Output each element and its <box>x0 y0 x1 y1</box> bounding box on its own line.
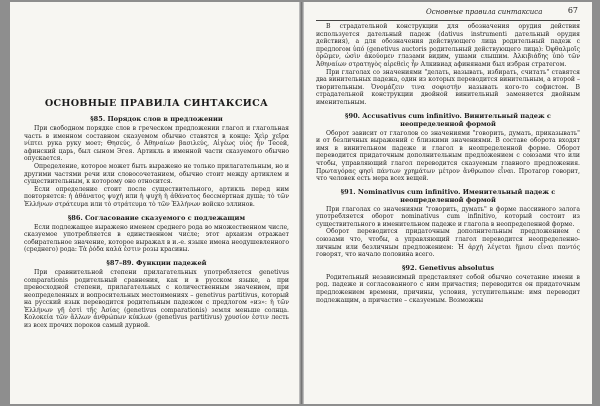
section-heading: §90. Accusativus cum infinitivo. Винительный падеж с неопределенной формой <box>345 111 551 128</box>
left-page <box>10 2 299 404</box>
paragraph: Оборот зависит от глаголов со значениями "говорить, думать, приказывать" и от безличных выражений с близкими значениями. В составе оборота входят имя в винительном падеже и глагол в неопределенной форме. Оборот переводится придаточным дополнительным предложением с союзами что или чтобы, управляющий глагол переводится сказуемым главного предложения. Πρωταγόρας φησὶ πάντων χρημάτων μέτρον ἄνθρωπον εἶναι. Протагор говорит, что человек есть мера всех вещей. <box>316 129 580 183</box>
section-nom-cum-inf <box>316 188 580 259</box>
section-heading: §92. Genetivus absolutus <box>401 263 495 272</box>
right-page <box>304 2 592 404</box>
section-word-order <box>24 115 289 209</box>
section-heading: §87–89. Функции падежей <box>106 258 207 267</box>
paragraph: Если определение стоит после существительного, артикль перед ним повторяется: ἡ ἀθάνατος ψυχή или ἡ ψυχὴ ἡ ἀθάνατος бессмертная душа; τὸ τῶν Ἑλλήνων στράτευμα или τὸ στράτευμα τὸ τῶν Ἑλλήνων войско эллинов. <box>24 185 289 208</box>
section-acc-cum-inf <box>316 112 580 183</box>
section-gen-abs <box>316 264 580 304</box>
paragraph: В страдательной конструкции для обозначения орудия действия используется дательный падеж (dativus instrumenti дательный орудия действия), а для обозначения действующего лица родительный падеж с предлогом ὑπό (genetivus auctoris родительный действующего лица): Ὀφθαλμοῖς ὁρῶμεν, ὠσὶν ἀκούομεν глазами видим, ушами слышим. Ἀλκιβιάδης ὑπὸ τῶν Ἀθηναίων στρατηγὸς αἱρεθεὶς ἦν Алкивиад афинянами был избран стратегом. <box>316 23 580 68</box>
page-number: 67 <box>567 6 578 15</box>
running-head <box>316 6 580 21</box>
chapter-title: ОСНОВНЫЕ ПРАВИЛА СИНТАКСИСА <box>44 98 269 109</box>
section-heading: §85. Порядок слов в предложении <box>90 115 223 123</box>
continued-text <box>316 23 580 107</box>
paragraph: Если подлежащее выражено именем среднего рода во множественном числе, сказуемое употребляется в единственном числе; этот архаизм отражает собирательное значение, которое выражал в и.-е. языке имена неодушевленного (среднего) рода: Τὰ ῥόδα καλά ἐστιν розы красивы. <box>24 223 289 254</box>
paragraph: При глаголах со значениями "делать, называть, избирать, считать" ставятся два винительных падежа, один из которых переводится винительным, а второй – творительным. Ὀνομάζειν τινα σοφιστήν называть кого-то софистом. В страдательной конструкции двойной винительный заменяется двойным именительным. <box>316 68 580 106</box>
section-heading: §86. Согласование сказуемого с подлежащим <box>67 213 246 222</box>
section-case-functions <box>24 259 289 330</box>
paragraph: При сравнительной степени прилагательных употребляется genetivus comparationis родительный сравнения, как и в русском языке, а при превосходной степени, прилагательных с количественным значением, при неопределенных и вопросительных местоимениях – genetivus partitivus, который на русский язык переводится родительным падежом с предлогом «из»: ἡ τῶν Ἑλλήνων γῆ ἐστὶ τῆς Ἀσίας (genetivus comparationis) земля меньше солнца. Κολοκεία τῶν ἄλλων ἀνθρώπων κύκλων (genetivus partitivus) χρυσίον ἐστιν лесть из всех прочих пороков самый дурной. <box>24 268 289 330</box>
paragraph: При свободном порядке слов в греческом предложении глагол и глагольная часть в именном составном сказуемом обычно ставятся в конце: Χεὶρ χεῖρα νίπτει рука руку моет; Θησεύς, ὁ Ἀθηναίων βασιλεύς, Αἰγέως υἱὸς ἦν Тесей, афинский царь, был сыном Эгея. Артикль в именной части сказуемого обычно опускается. <box>24 125 289 163</box>
paragraph: Родительный независимый представляет собой обычно сочетание имени в род. падеже и согласованного с ним причастия; переводится он придаточным предложением времени, причины, условия, уступительным: имя переводит подлежащим, а причастие – сказуемым. Возможны <box>316 273 580 304</box>
paragraph: Оборот переводится придаточным дополнительным предложением с союзами что, чтобы, а управляющий глагол переводится неопределенно-личным или безличным предложением: Ἡ ἀρχὴ λέγεται ἥμισυ εἶναι παντός говорят, что начало половина всего. <box>316 228 580 259</box>
section-agreement <box>24 214 289 254</box>
running-head-title: Основные правила синтаксиса <box>426 8 543 16</box>
paragraph: При глаголах со значениями "говорить, думать" в форме пассивного залога употребляется оборот nominativus cum infinitivo, который состоит из существительного в именительном падеже и глагола в неопределенной форме. <box>316 205 580 228</box>
paragraph: Определение, которое может быть выражено не только прилагательным, но и другими частями речи или словосочетанием, обычно стоит между артиклем и существительным, к которому оно относится. <box>24 162 289 186</box>
section-heading: §91. Nominativus cum infinitivo. Именительный падеж с неопределенной формой <box>340 187 556 204</box>
